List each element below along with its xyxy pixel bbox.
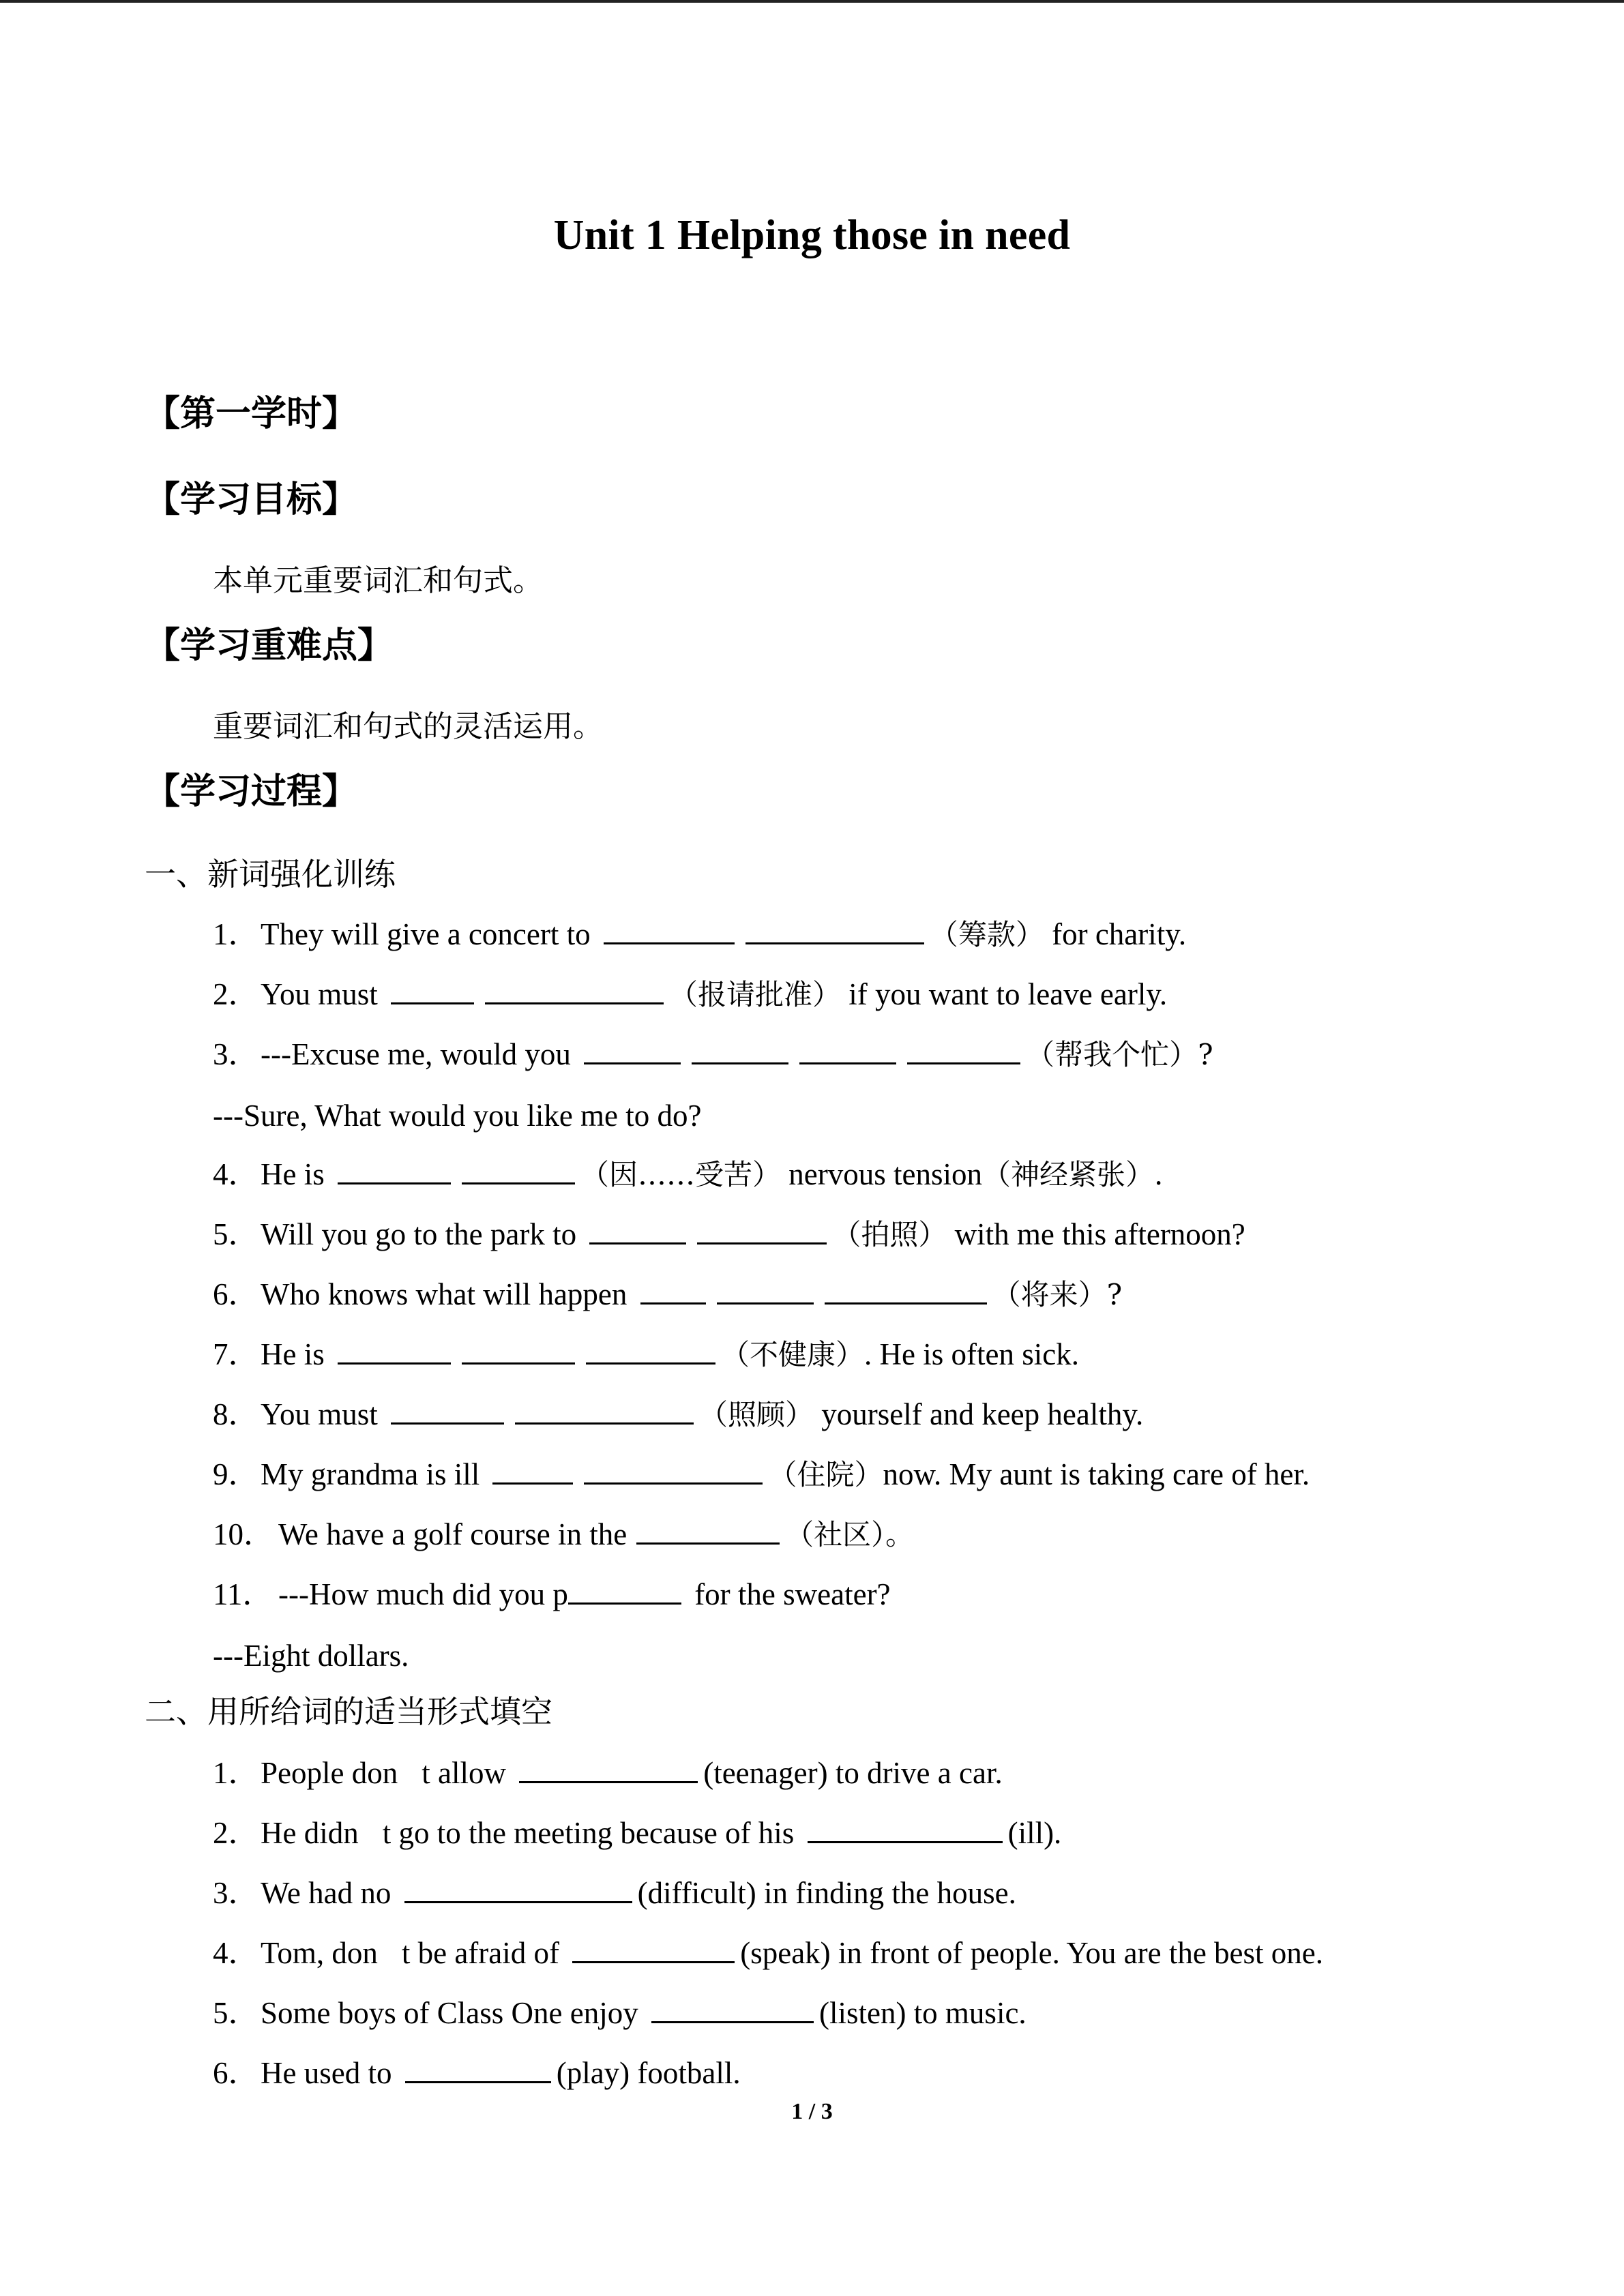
objectives-heading: 【学习目标】 — [145, 479, 358, 520]
item-hint: （拍照） — [832, 1218, 947, 1251]
item-number: 3． — [213, 1037, 259, 1071]
answer-blank[interactable] — [825, 1275, 987, 1304]
answer-blank[interactable] — [584, 1035, 681, 1064]
exercise-item — [213, 1574, 891, 1615]
item-text: Who knows what will happen — [261, 1277, 628, 1311]
answer-blank[interactable] — [636, 1515, 780, 1545]
item-hint: （不健康） — [721, 1338, 865, 1371]
exercise-item — [213, 1813, 1061, 1853]
exercise-line: ---Sure, What would you like me to do? — [213, 1099, 702, 1133]
answer-blank[interactable] — [692, 1035, 788, 1064]
exercise-item — [213, 1154, 1163, 1195]
exercise-item — [213, 1514, 914, 1555]
item-number: 10． — [213, 1517, 275, 1551]
answer-blank[interactable] — [391, 975, 474, 1004]
top-border — [0, 0, 1624, 3]
section2-title: 二、用所给词的适当形式填空 — [145, 1693, 552, 1730]
item-number: 1． — [213, 1756, 259, 1790]
item-number: 6． — [213, 1277, 259, 1311]
item-hint: （因……受苦） — [580, 1158, 782, 1191]
answer-blank[interactable] — [462, 1155, 575, 1184]
item-text: We had no — [261, 1876, 392, 1910]
exercise-item — [213, 1274, 1122, 1315]
item-text: He used to — [261, 2056, 392, 2090]
section1-title: 一、新词强化训练 — [145, 856, 396, 893]
item-text-end: nervous tension — [788, 1157, 982, 1191]
item-number: 3． — [213, 1876, 259, 1910]
item-text: My grandma is ill — [261, 1457, 480, 1491]
item-text-end: with me this afternoon? — [954, 1217, 1245, 1251]
item-text: We have a golf course in the — [278, 1517, 628, 1551]
answer-blank[interactable] — [405, 2054, 551, 2083]
difficulty-heading: 【学习重难点】 — [145, 625, 394, 666]
answer-blank[interactable] — [485, 975, 664, 1004]
answer-blank[interactable] — [589, 1215, 686, 1244]
answer-blank[interactable] — [338, 1335, 451, 1365]
item-text-end: now. My aunt is taking care of her. — [883, 1457, 1310, 1491]
exercise-item — [213, 1394, 1143, 1435]
item-text: ---How much did you p — [278, 1577, 568, 1611]
answer-blank[interactable] — [604, 915, 735, 944]
item-text-end: (play) football. — [556, 2056, 741, 2090]
item-hint: （将来）? — [992, 1278, 1123, 1311]
item-text-end: (difficult) in finding the house. — [637, 1876, 1016, 1910]
item-text: ---Excuse me, would you — [261, 1037, 571, 1071]
answer-blank[interactable] — [515, 1395, 694, 1425]
exercise-item — [213, 1454, 1310, 1495]
item-text-end: if you want to leave early. — [848, 977, 1168, 1011]
item-number: 2． — [213, 1816, 259, 1850]
exercise-item — [213, 1933, 1323, 1973]
item-text: He is — [261, 1157, 325, 1191]
answer-blank[interactable] — [717, 1275, 814, 1304]
item-text: They will give a concert to — [261, 917, 591, 951]
answer-blank[interactable] — [568, 1575, 681, 1605]
item-text-end: (listen) to music. — [818, 1996, 1027, 2030]
item-number: 6． — [213, 2056, 259, 2090]
item-number: 7． — [213, 1337, 259, 1371]
exercise-item — [213, 1873, 1016, 1913]
answer-blank[interactable] — [404, 1874, 632, 1903]
item-text: Will you go to the park to — [261, 1217, 577, 1251]
answer-blank[interactable] — [651, 1994, 814, 2023]
item-text: Some boys of Class One enjoy — [261, 1996, 638, 2030]
item-text: You must — [261, 977, 378, 1011]
item-number: 4． — [213, 1936, 259, 1970]
item-number: 5． — [213, 1996, 259, 2030]
answer-blank[interactable] — [586, 1335, 715, 1365]
item-hint: （住院） — [768, 1458, 883, 1491]
exercise-item — [213, 1214, 1245, 1255]
item-hint: （筹款） — [929, 918, 1044, 951]
item-text: You must — [261, 1397, 378, 1431]
item-number: 8． — [213, 1397, 259, 1431]
exercise-item — [213, 2053, 741, 2093]
item-number: 11． — [213, 1577, 274, 1611]
item-text-end: yourself and keep healthy. — [821, 1397, 1144, 1431]
item-text-end: for charity. — [1052, 917, 1187, 951]
item-number: 2． — [213, 977, 259, 1011]
lesson-heading: 【第一学时】 — [145, 393, 358, 434]
item-text: Tom, don t be afraid of — [261, 1936, 559, 1970]
item-text: People don t allow — [261, 1756, 506, 1790]
item-hint: （报请批准） — [669, 978, 842, 1011]
item-number: 4． — [213, 1157, 259, 1191]
answer-blank[interactable] — [697, 1215, 827, 1244]
answer-blank[interactable] — [584, 1455, 763, 1485]
item-hint: （帮我个忙）? — [1026, 1038, 1213, 1071]
item-number: 5． — [213, 1217, 259, 1251]
exercise-item — [213, 914, 1186, 955]
answer-blank[interactable] — [640, 1275, 706, 1304]
exercise-item — [213, 1334, 1079, 1375]
exercise-item — [213, 1034, 1213, 1075]
item-hint: （社区）。 — [785, 1518, 915, 1551]
answer-blank[interactable] — [907, 1035, 1020, 1064]
item-text: He is — [261, 1337, 325, 1371]
item-text-end: for the sweater? — [694, 1577, 891, 1611]
difficulty-text: 重要词汇和句式的灵活运用。 — [213, 709, 603, 744]
process-heading: 【学习过程】 — [145, 771, 358, 812]
exercise-item — [213, 1753, 1003, 1793]
item-hint-2: （神经紧张）. — [981, 1158, 1164, 1191]
answer-blank[interactable] — [391, 1395, 504, 1425]
item-number: 1． — [213, 917, 259, 951]
item-text-end: (teenager) to drive a car. — [703, 1756, 1003, 1790]
answer-blank[interactable] — [799, 1035, 896, 1064]
item-hint: （照顾） — [699, 1398, 814, 1431]
answer-blank[interactable] — [338, 1155, 451, 1184]
exercise-line: ---Eight dollars. — [213, 1639, 409, 1673]
page-number: 1 / 3 — [791, 2099, 833, 2124]
item-number: 9． — [213, 1457, 259, 1491]
item-text-end: . He is often sick. — [864, 1337, 1079, 1371]
item-text: He didn t go to the meeting because of his — [261, 1816, 795, 1850]
item-text-end: (speak) in front of people. You are the best one. — [740, 1936, 1324, 1970]
answer-blank[interactable] — [492, 1455, 573, 1485]
exercise-item — [213, 1993, 1027, 2033]
answer-blank[interactable] — [745, 915, 924, 944]
answer-blank[interactable] — [808, 1814, 1003, 1843]
page-title: Unit 1 Helping those in need — [553, 212, 1071, 258]
item-text-end: (ill). — [1007, 1816, 1062, 1850]
objectives-text: 本单元重要词汇和句式。 — [213, 563, 543, 598]
answer-blank[interactable] — [572, 1934, 735, 1963]
answer-blank[interactable] — [462, 1335, 575, 1365]
exercise-item — [213, 974, 1167, 1015]
answer-blank[interactable] — [519, 1754, 698, 1783]
